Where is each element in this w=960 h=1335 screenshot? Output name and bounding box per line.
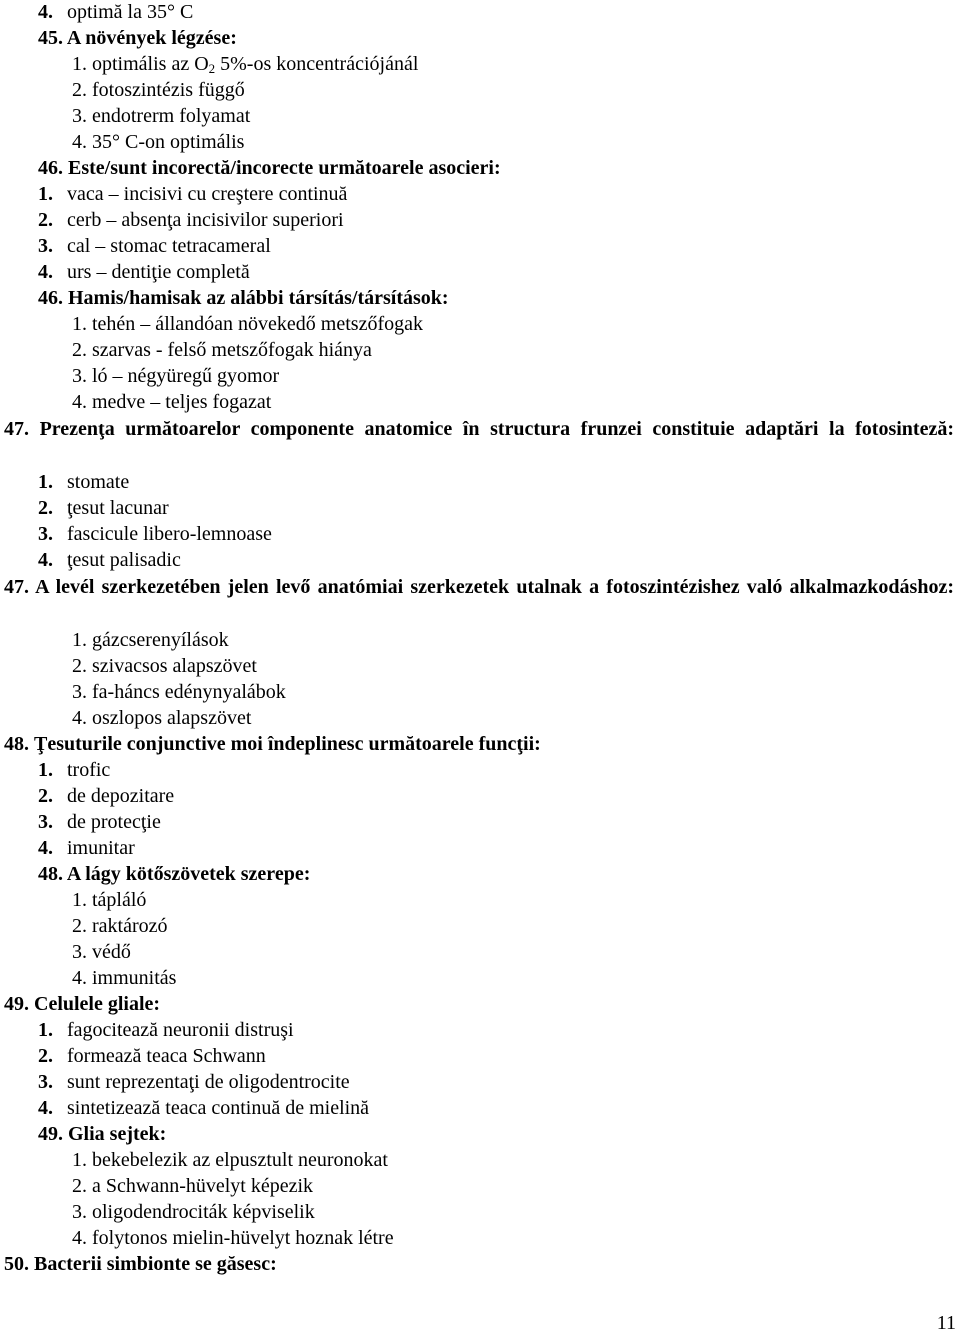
answer-option [72,78,245,102]
option-text: 1. tehén – állandóan növekedő metszőfogak [72,313,423,335]
answer-option [72,628,229,652]
answer-option [72,364,279,388]
option-text: 3. fa-háncs edénynyalábok [72,681,286,703]
question-heading: 48. Ţesuturile conjunctive moi îndeplinesc următoarele funcţii: [4,733,541,755]
option-number: 4. [38,1097,53,1119]
option-number: 4. [38,549,53,571]
question-heading: 49. Glia sejtek: [38,1123,167,1145]
question-heading: 46. Este/sunt incorectă/incorecte următoarele asocieri: [38,157,501,179]
option-text: trofic [67,759,111,781]
option-text: 3. védő [72,941,131,963]
answer-option [72,680,286,704]
option-text: imunitar [67,837,135,859]
answer-option [38,1044,266,1068]
answer-option [72,130,244,154]
option-text: optimă la 35° C [67,1,194,23]
option-text: sunt reprezentaţi de oligodentrocite [67,1071,350,1093]
option-text: ţesut lacunar [67,497,169,519]
answer-option [38,234,271,258]
heading-text: 47. Prezenţa următoarelor componente anatomice în structura frunzei constituie adaptări la fotosinteză: [4,418,954,440]
answer-option [72,914,168,938]
option-text: 4. immunitás [72,967,177,989]
option-text: 2. raktározó [72,915,168,937]
option-text: 1. tápláló [72,889,147,911]
option-number: 3. [38,811,53,833]
heading-text: 47. A levél szerkezetében jelen levő anatómiai szerkezetek utalnak a fotoszintézishez való alkalmazkodáshoz: [4,576,954,598]
option-number: 1. [38,1019,53,1041]
answer-option [38,522,272,546]
option-text: 2. szivacsos alapszövet [72,655,257,677]
answer-option [38,784,174,808]
option-text: 2. a Schwann-hüvelyt képezik [72,1175,314,1197]
option-text: sintetizează teaca continuă de mielină [67,1097,370,1119]
page-number: 11 [936,1312,956,1334]
answer-option [38,470,129,494]
option-number: 1. [38,471,53,493]
answer-option [38,0,193,24]
question-heading: 46. Hamis/hamisak az alábbi társítás/társítások: [38,287,449,309]
question-heading: 50. Bacterii simbionte se găsesc: [4,1253,277,1275]
option-number: 4. [38,1,53,23]
option-text: 2. fotoszintézis függő [72,79,245,101]
question-heading: 48. A lágy kötőszövetek szerepe: [38,863,311,885]
answer-option [38,758,110,782]
answer-option [38,208,344,232]
answer-option [38,810,161,834]
answer-option [72,390,271,414]
question-heading [4,416,954,468]
option-number: 2. [38,209,53,231]
option-text: formează teaca Schwann [67,1045,266,1067]
answer-option [72,1174,313,1198]
option-text: 2. szarvas - felső metszőfogak hiánya [72,339,372,361]
option-text: ţesut palisadic [67,549,181,571]
option-number: 2. [38,1045,53,1067]
answer-option [72,1200,315,1224]
option-text: stomate [67,471,130,493]
answer-option [38,1018,294,1042]
answer-option [72,1148,388,1172]
option-text-continued: 5%-os koncentrációjánál [215,53,419,75]
option-number: 4. [38,261,53,283]
option-text: urs – dentiţie completă [67,261,250,283]
option-text: 3. ló – négyüregű gyomor [72,365,280,387]
option-text: fascicule libero-lemnoase [67,523,272,545]
answer-option [38,548,181,572]
answer-option [38,260,250,284]
answer-option [72,104,250,128]
answer-option [72,940,131,964]
option-text: cal – stomac tetracameral [67,235,271,257]
question-heading [4,574,954,626]
option-text: de protecţie [67,811,161,833]
option-text: vaca – incisivi cu creştere continuă [67,183,348,205]
option-text: cerb – absenţa incisivilor superiori [67,209,344,231]
option-text: 3. endotrerm folyamat [72,105,251,127]
answer-option [72,966,176,990]
option-text: 3. oligodendrociták képviselik [72,1201,315,1223]
answer-option [38,1096,369,1120]
option-text: 4. oszlopos alapszövet [72,707,252,729]
option-text: 1. gázcserenyílások [72,629,229,651]
option-text: fagocitează neuronii distruşi [67,1019,294,1041]
option-text: 4. 35° C-on optimális [72,131,245,153]
answer-option [38,836,135,860]
option-number: 3. [38,1071,53,1093]
subscript: 2 [208,61,216,76]
answer-option [72,338,372,362]
option-text: de depozitare [67,785,175,807]
answer-option [72,706,251,730]
answer-option [38,496,169,520]
option-number: 1. [38,183,53,205]
question-heading: 49. Celulele gliale: [4,993,161,1015]
option-number: 3. [38,523,53,545]
option-text: 1. optimális az O [72,53,209,75]
option-number: 1. [38,759,53,781]
answer-option [72,654,257,678]
question-heading: 45. A növények légzése: [38,27,237,49]
option-text: 1. bekebelezik az elpusztult neuronokat [72,1149,388,1171]
answer-option [38,1070,350,1094]
option-number: 2. [38,497,53,519]
option-number: 2. [38,785,53,807]
answer-option [72,52,418,76]
answer-option [72,888,146,912]
option-text: 4. medve – teljes fogazat [72,391,272,413]
option-number: 3. [38,235,53,257]
answer-option [72,312,423,336]
answer-option [38,182,347,206]
option-number: 4. [38,837,53,859]
option-text: 4. folytonos mielin-hüvelyt hoznak létre [72,1227,394,1249]
answer-option [72,1226,394,1250]
